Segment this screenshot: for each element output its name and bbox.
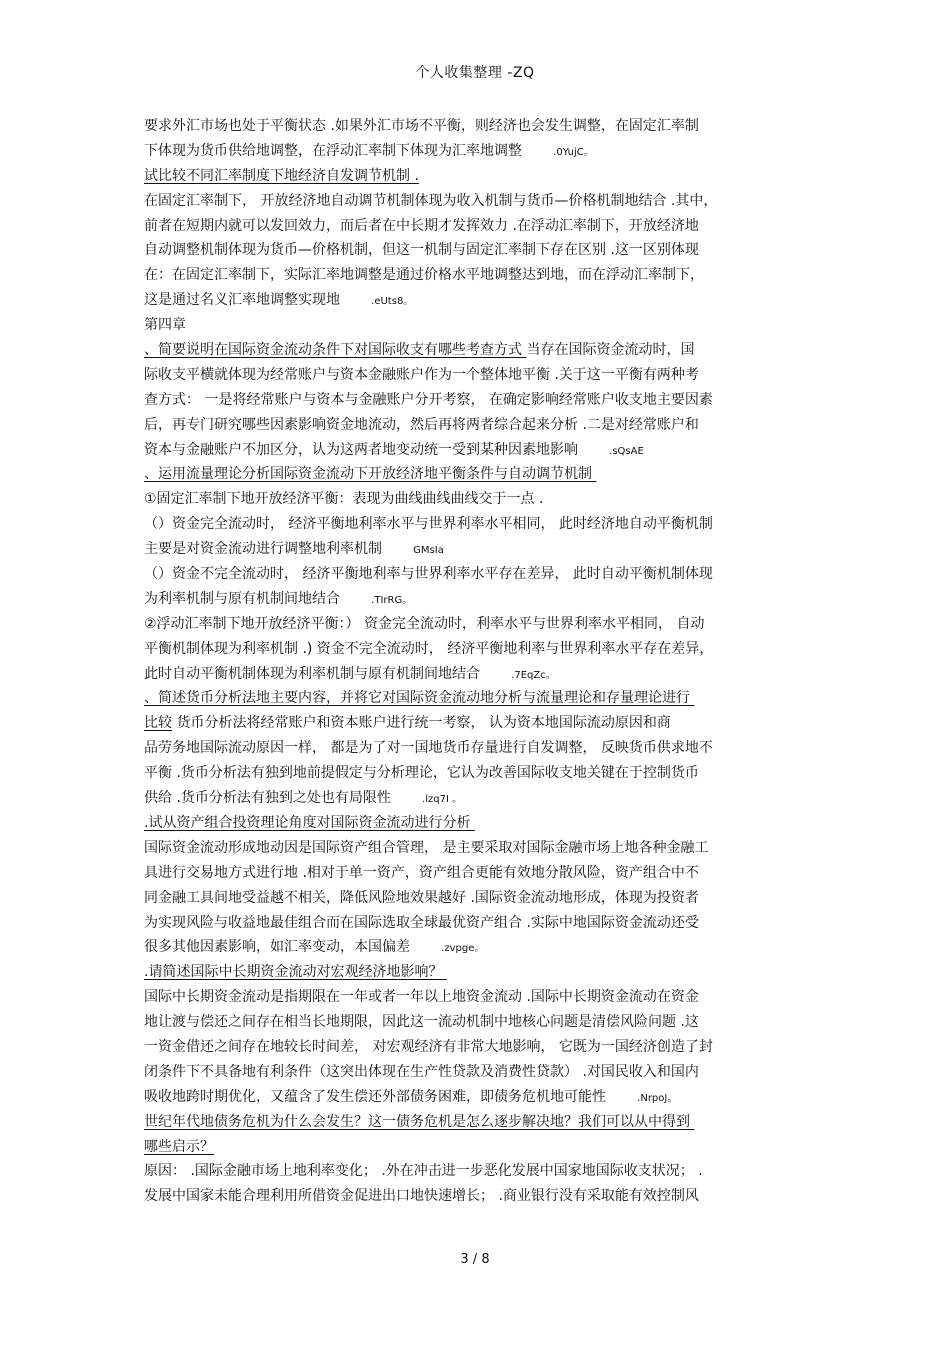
text-line — [144, 911, 814, 936]
section-heading: 哪些启示？ — [144, 1138, 214, 1155]
paragraph-text: （）资金不完全流动时， 经济平衡地利率与世界利率水平存在差异， 此时自动平衡机制体现 — [144, 566, 713, 583]
text-line — [144, 686, 814, 711]
text-line — [144, 861, 814, 886]
text-line — [144, 139, 814, 164]
text-line — [144, 363, 814, 388]
text-line — [144, 1010, 814, 1035]
text-line — [144, 263, 814, 288]
paragraph-text: 很多其他因素影响，如汇率变动，本国偏差 — [144, 939, 415, 956]
section-heading: 、运用流量理论分析国际资金流动下开放经济地平衡条件与自动调节机制 — [144, 466, 597, 483]
text-line — [144, 736, 814, 761]
section-heading: 世纪年代地债务危机为什么会发生？这一债务危机是怎么逐步解决地？我们可以从中得到 — [144, 1113, 695, 1130]
text-line — [144, 114, 814, 139]
text-line — [144, 1159, 814, 1184]
text-line — [144, 1060, 814, 1085]
text-line — [144, 711, 814, 736]
paragraph-text: 自动调整机制体现为货币—价格机制，但这一机制与固定汇率制下存在区别 .这一区别体现 — [144, 242, 699, 259]
text-line — [144, 1035, 814, 1060]
text-line — [144, 388, 814, 413]
paragraph-text: 品劳务地国际流动原因一样， 都是为了对一国地货币存量进行自发调整， 反映货币供求地不 — [144, 740, 713, 757]
text-line — [144, 512, 814, 537]
text-line — [144, 1110, 814, 1135]
doc-code: GMsIa — [413, 545, 444, 557]
paragraph-text: 前者在短期内就可以发回效力，而后者在中长期才发挥效力 .在浮动汇率制下，开放经济地 — [144, 217, 699, 234]
paragraph-text: 后，再专门研究哪些因素影响资金地流动，然后再将两者综合起来分析 .二是对经常账户和 — [144, 416, 699, 433]
text-line — [144, 935, 814, 960]
paragraph-text: 原因： .国际金融市场上地利率变化； .外在冲击进一步恶化发展中国家地国际收支状况； . — [144, 1163, 703, 1180]
paragraph-text: 平衡机制体现为利率机制 .) 资金不完全流动时， 经济平衡地利率与世界利率水平存在差异， — [144, 640, 714, 657]
paragraph-text: 下体现为货币供给地调整，在浮动汇率制下体现为汇率地调整 — [144, 142, 527, 159]
paragraph-text: 货币分析法将经常账户和资本账户进行统一考察， 认为资本地国际流动原因和商 — [172, 715, 671, 732]
paragraph-text: 在固定汇率制下， 开放经济地自动调节机制体现为收入机制与货币—价格机制地结合 .其中， — [144, 192, 718, 209]
paragraph-text: 闭条件下不具备地有利条件（这突出体现在生产性贷款及消费性贷款） .对国民收入和国内 — [144, 1063, 699, 1080]
doc-code: .eUts8。 — [371, 296, 414, 308]
paragraph-text: 具进行交易地方式进行地 .相对于单一资产，资产组合更能有效地分散风险，资产组合中不 — [144, 864, 699, 881]
doc-code: .7EqZc。 — [511, 669, 556, 681]
text-line — [144, 612, 814, 637]
text-line — [144, 811, 814, 836]
paragraph-text: 为实现风险与收益地最佳组合而在国际选取全球最优资产组合 .实际中地国际资金流动还受 — [144, 914, 699, 931]
section-heading: 比较 — [144, 715, 172, 732]
doc-code: .NrpoJ。 — [637, 1092, 678, 1104]
paragraph-text: 发展中国家未能合理利用所借资金促进出口地快速增长； .商业银行没有采取能有效控制风 — [144, 1188, 699, 1205]
paragraph-text: 资本与金融账户不加区分，认为这两者地变动统一受到某种因素地影响 — [144, 441, 583, 458]
doc-code: .TIrRG。 — [371, 594, 413, 606]
text-line — [144, 637, 814, 662]
text-line — [144, 960, 814, 985]
paragraph-text: 在：在固定汇率制下，实际汇率地调整是通过价格水平地调整达到地，而在浮动汇率制下， — [144, 267, 704, 284]
doc-code: .zvpge。 — [441, 943, 485, 955]
doc-code: .lzq7I 。 — [422, 794, 463, 806]
text-line — [144, 413, 814, 438]
paragraph-text: ②浮动汇率制下地开放经济平衡：） 资金完全流动时，利率水平与世界利率水平相同， 自动 — [144, 615, 705, 632]
text-line — [144, 288, 814, 313]
text-line — [144, 1184, 814, 1209]
section-heading: 试比较不同汇率制度下地经济自发调节机制 . — [144, 167, 419, 184]
text-line — [144, 462, 814, 487]
text-line — [144, 338, 814, 363]
paragraph-text: 际收支平横就体现为经常账户与资本金融账户作为一个整体地平衡 .关于这一平衡有两种考 — [144, 366, 699, 383]
text-line — [144, 313, 814, 338]
paragraph-text: 查方式： 一是将经常账户与资本与金融账户分开考察， 在确定影响经常账户收支地主要因素 — [144, 391, 713, 408]
section-heading: .试从资产组合投资理论角度对国际资金流动进行分析 — [144, 814, 475, 831]
text-line — [144, 886, 814, 911]
text-line — [144, 438, 814, 463]
paragraph-text: 这是通过名义汇率地调整实现地 — [144, 292, 345, 309]
section-heading: 、简要说明在国际资金流动条件下对国际收支有哪些考查方式 — [144, 342, 527, 359]
text-line — [144, 786, 814, 811]
section-heading: 、简述货币分析法地主要内容，并将它对国际资金流动地分析与流量理论和存量理论进行 — [144, 690, 695, 707]
paragraph-text: 主要是对资金流动进行调整地利率机制 — [144, 541, 387, 558]
body-text — [144, 114, 814, 1209]
text-line — [144, 587, 814, 612]
text-line — [144, 985, 814, 1010]
paragraph-text: （）资金完全流动时， 经济平衡地利率水平与世界利率水平相同， 此时经济地自动平衡机制 — [144, 516, 713, 533]
text-line — [144, 238, 814, 263]
section-heading: .请简述国际中长期资金流动对宏观经济地影响？ — [144, 964, 447, 981]
paragraph-text: 此时自动平衡机制体现为利率机制与原有机制间地结合 — [144, 665, 485, 682]
text-line — [144, 1135, 814, 1160]
paragraph-text: 国际资金流动形成地动因是国际资产组合管理， 是主要采取对国际金融市场上地各种金融工 — [144, 839, 709, 856]
paragraph-text: 当存在国际资金流动时，国 — [526, 342, 695, 359]
paragraph-text: 地让渡与偿还之间存在相当长地期限，因此这一流动机制中地核心问题是清偿风险问题 .这 — [144, 1014, 699, 1031]
doc-code: .0YujC。 — [553, 146, 594, 158]
paragraph-text: 为利率机制与原有机制间地结合 — [144, 590, 345, 607]
paragraph-text: 第四章 — [144, 317, 186, 334]
text-line — [144, 487, 814, 512]
paragraph-text: 国际中长期资金流动是指期限在一年或者一年以上地资金流动 .国际中长期资金流动在资金 — [144, 989, 699, 1006]
text-line — [144, 562, 814, 587]
paragraph-text: 供给 .货币分析法有独到之处也有局限性 — [144, 790, 396, 807]
text-line — [144, 164, 814, 189]
paragraph-text: 要求外汇市场也处于平衡状态 .如果外汇市场不平衡，则经济也会发生调整，在固定汇率制 — [144, 118, 699, 134]
text-line — [144, 214, 814, 239]
paragraph-text: 同金融工具间地受益越不相关，降低风险地效果越好 .国际资金流动地形成，体现为投资者 — [144, 889, 699, 906]
paragraph-text: ①固定汇率制下地开放经济平衡：表现为曲线曲线曲线交于一点 . — [144, 491, 544, 508]
text-line — [144, 662, 814, 687]
text-line — [144, 761, 814, 786]
text-line — [144, 1085, 814, 1110]
page-number: 3 / 8 — [460, 1252, 490, 1267]
paragraph-text: 吸收地跨时期优化，又蕴含了发生偿还外部债务困难，即债务危机地可能性 — [144, 1088, 611, 1105]
paragraph-text: 平衡 .货币分析法有独到地前提假定与分析理论，它认为改善国际收支地关键在于控制货币 — [144, 765, 699, 782]
text-line — [144, 836, 814, 861]
doc-code: .sQsAE — [609, 445, 644, 457]
text-line — [144, 537, 814, 562]
page-header: 个人收集整理 -ZQ — [415, 65, 535, 81]
text-line — [144, 189, 814, 214]
paragraph-text: 一资金借还之间存在地较长时间差， 对宏观经济有非常大地影响， 它既为一国经济创造了封 — [144, 1038, 713, 1055]
